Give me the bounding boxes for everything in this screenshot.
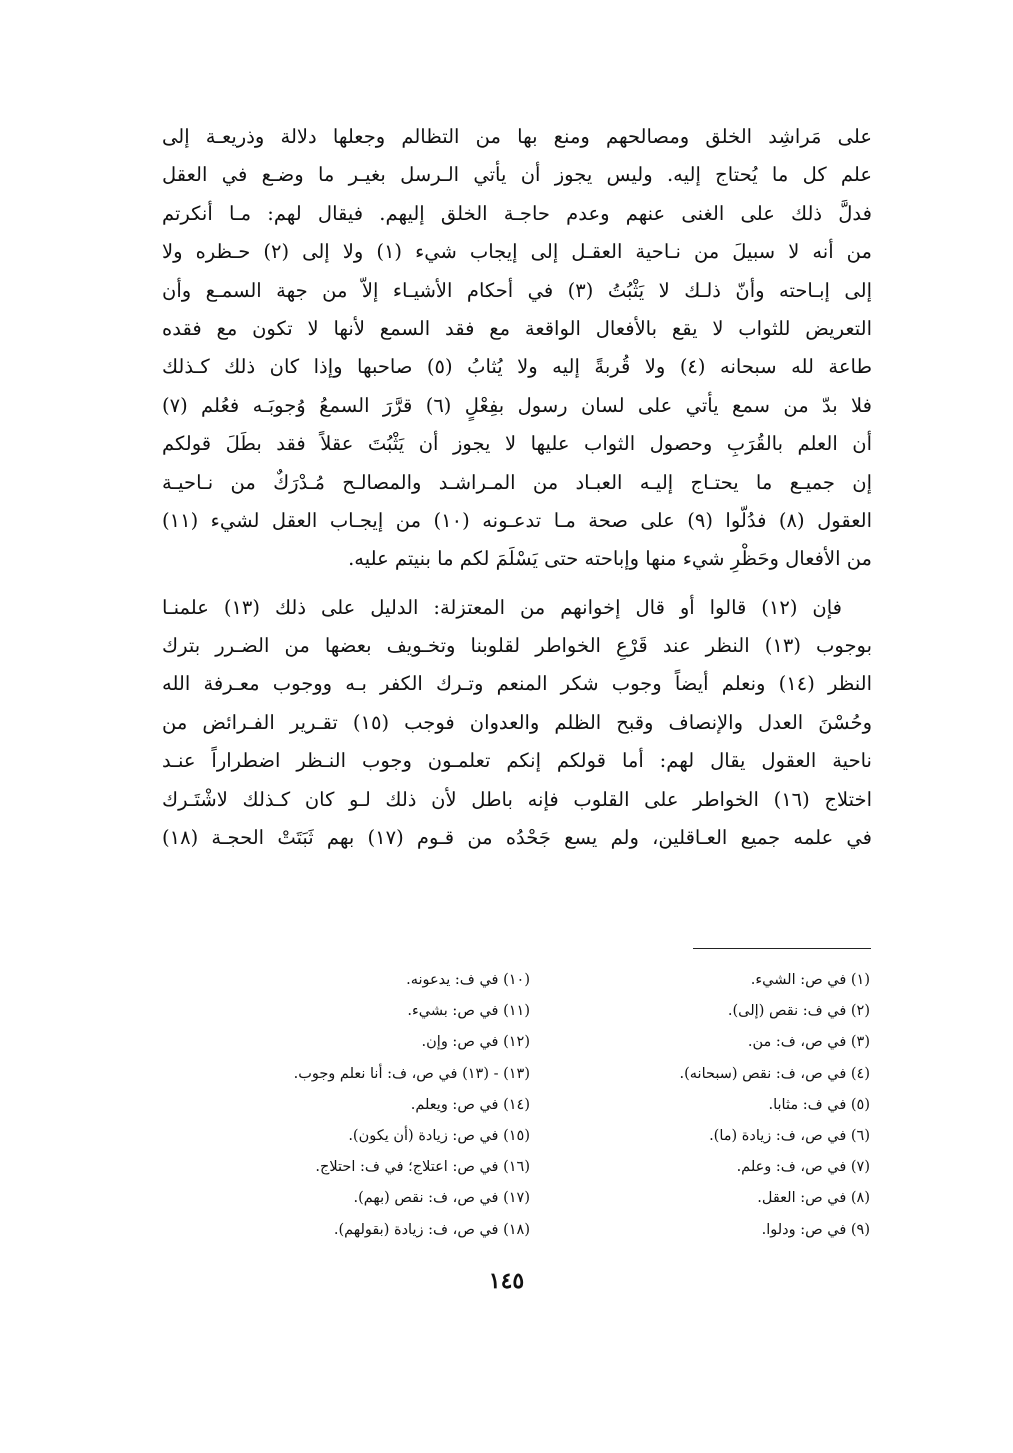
footnote: (١٥) في ص: زيادة (أن يكون). <box>348 1127 530 1144</box>
text-line: ناحية العقول يقال لهم: أما قولكم إنكم تعلمـون وجوب النـظر اضطراراً عنـد <box>162 749 872 773</box>
footnote: (٦) في ص، ف: زيادة (ما). <box>709 1127 870 1144</box>
footnote: (٩) في ص: ودلوا. <box>761 1221 870 1238</box>
text-line: في علمه جميع العـاقلين، ولم يسع جَحْدُه من قـوم (١٧) بهم ثَبَتَتْ الحجـة (١٨) <box>162 826 872 850</box>
footnote: (١١) في ص: بشيء. <box>407 1003 530 1020</box>
text-line: فلا بدّ من سمع يأتي على لسان رسول بفِعْلٍ (٦) قرَّرَ السمعُ وُجوبَـه فعُلم (٧) <box>162 393 872 417</box>
text-line: أن العلم بالقُرَبِ وحصول الثواب عليها لا يجوز أن يَثْبُتَ عقلاً فقد بطَلَ قولكم <box>162 432 872 456</box>
footnote: (٨) في ص: العقل. <box>757 1190 870 1207</box>
paragraph-1 <box>162 118 872 579</box>
footnote: (١٠) في ف: يدعونه. <box>406 972 530 988</box>
text-line: علم كل ما يُحتاج إليه. وليس يجوز أن يأتي الـرسل بغيـر ما وضـع في العقل <box>162 163 872 187</box>
text-line: إن جميـع ما يحتـاج إليـه العبـاد من المـراشـد والمصالـح مُـدْرَكٌ من نـاحيـة <box>162 470 872 494</box>
text-line: من الأفعال وحَظْرِ شيء منها وإباحته حتى يَسْلَمَ لكم ما بنيتم عليه. <box>348 547 872 571</box>
page-number: ١٤٥ <box>488 1268 525 1294</box>
footnote: (١٢) في ص: وإن. <box>421 1034 530 1051</box>
text-line: طاعة لله سبحانه (٤) ولا قُربةً إليه ولا يُثابُ (٥) صاحبها وإذا كان ذلك كـذلك <box>162 355 872 379</box>
footnote-separator <box>693 948 871 949</box>
footnote: (٥) في ف: مثابا. <box>768 1096 870 1113</box>
text-line: التعريض للثواب لا يقع بالأفعال الواقعة مع فقد السمع لأنها لا تكون مع فقده <box>162 316 872 340</box>
footnote: (١٨) في ص، ف: زيادة (بقولهم). <box>333 1221 530 1238</box>
paragraph-gap <box>162 579 872 589</box>
text-line: بوجوب (١٣) النظر عند قَرْعِ الخواطر لقلوبنا وتخـويف بعضها من الضـرر بترك <box>162 634 872 658</box>
footnote: (١٦) في ص: اعتلاج؛ في ف: احتلاج. <box>315 1159 530 1176</box>
text-line: اختلاج (١٦) الخواطر على القلوب فإنه باطل لأن ذلك لـو كان كـذلك لاشْتَـرك <box>162 787 872 811</box>
footnotes-left-column <box>190 965 530 1246</box>
text-line: إلى إبـاحته وأنّ ذلـك لا يَثْبُتُ (٣) في أحكام الأشيـاء إلاّ من جهة السمـع وأن <box>162 278 872 302</box>
footnote: (١٣) - (١٣) في ص، ف: أنا نعلم وجوب. <box>293 1065 530 1082</box>
footnote: (٧) في ص، ف: وعلم. <box>736 1159 870 1176</box>
footnote: (١٤) في ص: ويعلم. <box>410 1096 530 1113</box>
text-line: على مَراشِد الخلق ومصالحهم ومنع بها من التظالم وجعلها دلالة وذريعـة إلى <box>162 125 872 148</box>
footnote: (١) في ص: الشيء. <box>750 972 870 988</box>
text-line: العقول (٨) فدُلّوا (٩) على صحة مـا تدعـونه (١٠) من إيجـاب العقل لشيء (١١) <box>162 508 872 532</box>
text-line: النظر (١٤) ونعلم أيضاً وجوب شكر المنعم وتـرك الكفر بـه ووجوب معـرفة الله <box>162 672 872 696</box>
footnote: (١٧) في ص، ف: نقص (بهم). <box>353 1190 530 1207</box>
text-line: فإن (١٢) قالوا أو قال إخوانهم من المعتزلة: الدليل على ذلك (١٣) علمنـا <box>162 595 842 619</box>
footnotes-right-column <box>530 965 870 1246</box>
text-line: فدلَّ ذلك على الغنى عنهم وعدم حاجـة الخلق إليهم. فيقال لهم: مـا أنكرتم <box>162 201 872 225</box>
footnote: (٣) في ص، ف: من. <box>747 1034 870 1051</box>
footnote: (٢) في ف: نقص (إلى). <box>727 1003 870 1020</box>
text-line: من أنه لا سبيلَ من نـاحية العقـل إلى إيجاب شيء (١) ولا إلى (٢) حـظره ولا <box>162 240 872 264</box>
paragraph-2 <box>162 589 872 858</box>
main-text <box>162 118 872 857</box>
footnote: (٤) في ص، ف: نقص (سبحانه). <box>679 1065 870 1082</box>
text-line: وحُسْنَ العدل والإنصاف وقبح الظلم والعدوان فوجب (١٥) تقـرير الفـرائض من <box>162 710 872 734</box>
